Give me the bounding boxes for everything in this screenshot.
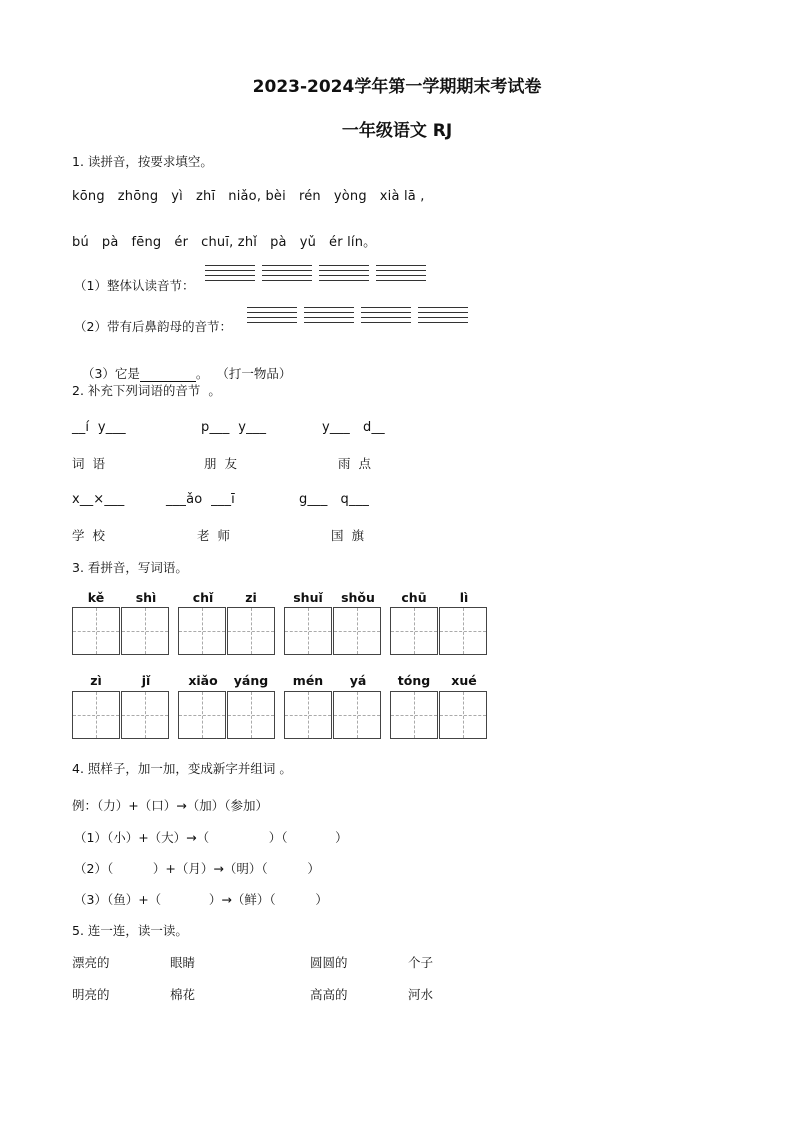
answer-line[interactable] xyxy=(247,307,297,323)
q2-row2-word-1: 学 校 xyxy=(72,528,105,543)
q2-row2-pinyin-3: g___ q___ xyxy=(299,492,370,507)
answer-line[interactable] xyxy=(361,307,411,323)
writing-grid-cell[interactable] xyxy=(178,691,226,739)
q2-row1-word-2: 朋 友 xyxy=(204,456,237,471)
page-title: 2023-2024学年第一学期期末考试卷 xyxy=(252,77,542,97)
q3-r2-g2-py1: xiǎo xyxy=(188,673,218,688)
q3-r1-g1-py2: shì xyxy=(135,590,157,605)
answer-line[interactable] xyxy=(376,265,426,281)
writing-grid-cell[interactable] xyxy=(439,607,487,655)
writing-grid-cell[interactable] xyxy=(333,691,381,739)
q1-sub2-label: （2）带有后鼻韵母的音节： xyxy=(74,319,232,334)
match-item[interactable]: 明亮的 xyxy=(72,987,110,1002)
q4-item-1: （1）（小）+（大）→（ ）（ ） xyxy=(74,830,348,845)
writing-grid-cell[interactable] xyxy=(439,691,487,739)
q3-r2-g4-py2: xué xyxy=(451,673,477,688)
page-subtitle: 一年级语文 RJ xyxy=(341,121,453,141)
q3-r2-g3-py1: mén xyxy=(292,673,324,688)
match-item[interactable]: 圆圆的 xyxy=(310,955,348,970)
q4-item-3: （3）（鱼）+（ ）→（鲜）（ ） xyxy=(74,892,328,907)
q3-r1-g3-py2: shǒu xyxy=(341,590,375,605)
q3-r1-g1-py1: kě xyxy=(87,590,105,605)
q1-sub3 xyxy=(74,349,291,382)
writing-grid-cell[interactable] xyxy=(121,691,169,739)
writing-grid-cell[interactable] xyxy=(72,691,120,739)
writing-grid-cell[interactable] xyxy=(121,607,169,655)
q3-r2-g1-py2: jǐ xyxy=(141,673,151,688)
q3-r1-g4-py1: chū xyxy=(401,590,427,605)
answer-line[interactable] xyxy=(262,265,312,281)
q3-r1-g2-py1: chǐ xyxy=(192,590,214,605)
q3-stem: 3. 看拼音，写词语。 xyxy=(72,560,188,575)
match-item[interactable]: 河水 xyxy=(408,987,434,1002)
writing-grid-cell[interactable] xyxy=(284,691,332,739)
match-item[interactable]: 个子 xyxy=(408,955,434,970)
q5-stem: 5. 连一连，读一读。 xyxy=(72,923,188,938)
q3-r2-g4-py1: tóng xyxy=(397,673,431,688)
q3-r2-g1-py1: zì xyxy=(90,673,102,688)
answer-line[interactable] xyxy=(304,307,354,323)
q4-stem: 4. 照样子，加一加，变成新字并组词 。 xyxy=(72,761,292,776)
match-item[interactable]: 高高的 xyxy=(310,987,348,1002)
writing-grid-cell[interactable] xyxy=(284,607,332,655)
writing-grid-cell[interactable] xyxy=(227,691,275,739)
q3-r1-g4-py2: lì xyxy=(459,590,469,605)
q3-r1-g2-py2: zi xyxy=(245,590,257,605)
writing-grid-cell[interactable] xyxy=(72,607,120,655)
q1-pinyin-line1: kōng zhōng yì zhī niǎo, bèi rén yòng xià lā , xyxy=(72,189,425,204)
q2-row2-word-2: 老 师 xyxy=(197,528,230,543)
q1-sub3-label: （3）它是 xyxy=(81,366,140,381)
q1-stem: 1. 读拼音，按要求填空。 xyxy=(72,154,213,169)
answer-line[interactable] xyxy=(418,307,468,323)
q4-item-2: （2）（ ）+（月）→（明）（ ） xyxy=(74,861,320,876)
q2-stem: 2. 补充下列词语的音节 。 xyxy=(72,383,221,398)
q2-row1-pinyin-2: p___ y___ xyxy=(201,420,267,435)
q3-r2-g2-py2: yáng xyxy=(233,673,269,688)
writing-grid-cell[interactable] xyxy=(227,607,275,655)
q2-row1-pinyin-1: __í y___ xyxy=(72,420,126,435)
match-item[interactable]: 眼睛 xyxy=(170,955,196,970)
q1-sub3-blank[interactable] xyxy=(140,366,196,382)
writing-grid-cell[interactable] xyxy=(390,691,438,739)
q1-sub1-label: （1）整体认读音节： xyxy=(74,278,195,293)
q1-sub3-hint: 。 （打一物品） xyxy=(195,366,292,381)
match-item[interactable]: 棉花 xyxy=(170,987,196,1002)
answer-line[interactable] xyxy=(205,265,255,281)
answer-line[interactable] xyxy=(319,265,369,281)
q3-r2-g3-py2: yá xyxy=(349,673,367,688)
q2-row1-pinyin-3: y___ d__ xyxy=(322,420,385,435)
q2-row2-pinyin-2: ___ǎo ___ī xyxy=(166,492,235,507)
q2-row1-word-1: 词 语 xyxy=(72,456,105,471)
match-item[interactable]: 漂亮的 xyxy=(72,955,110,970)
q4-example: 例：（力）+（口）→（加）（参加） xyxy=(72,798,268,813)
q2-row1-word-3: 雨 点 xyxy=(338,456,371,471)
writing-grid-cell[interactable] xyxy=(333,607,381,655)
q1-pinyin-line2: bú pà fēng ér chuī, zhǐ pà yǔ ér lín。 xyxy=(72,235,377,250)
writing-grid-cell[interactable] xyxy=(390,607,438,655)
writing-grid-cell[interactable] xyxy=(178,607,226,655)
q2-row2-word-3: 国 旗 xyxy=(331,528,364,543)
q3-r1-g3-py1: shuǐ xyxy=(293,590,323,605)
q2-row2-pinyin-1: x__×___ xyxy=(72,492,125,507)
